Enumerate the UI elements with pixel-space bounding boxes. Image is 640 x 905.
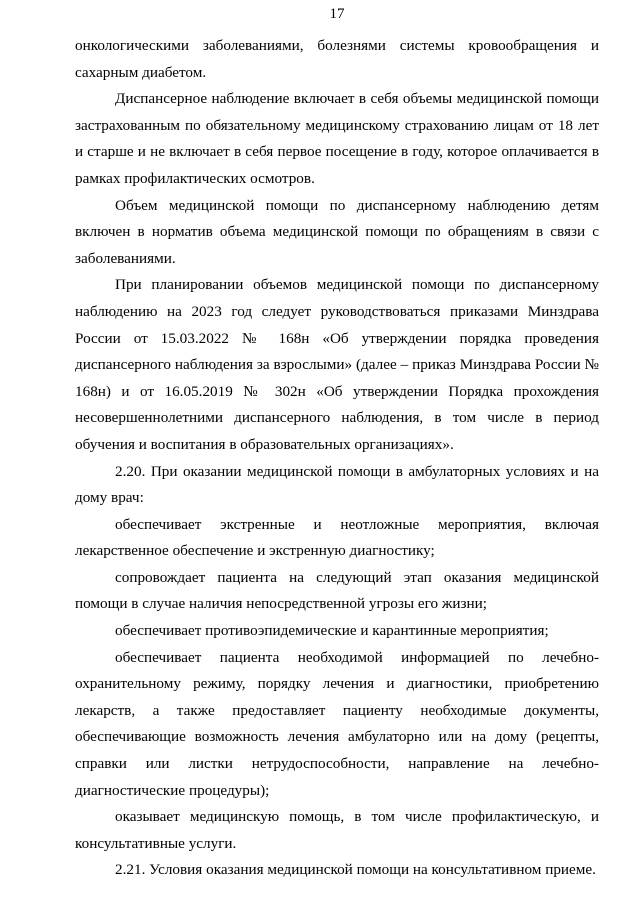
paragraph-section-2-21: 2.21. Условия оказания медицинской помощи на консультативном приеме. [115,861,596,879]
paragraph-children-volume: Объем медицинской помощи по диспансерному наблюдению детям включен в норматив объема медицинской помощи по обращениям в связи с заболеваниями. [75,196,599,267]
list-item-epidemic-measures: обеспечивает противоэпидемические и карантинные мероприятия; [115,622,549,640]
list-item-escort-patient: сопровождает пациента на следующий этап оказания медицинской помощи в случае наличия непосредственной угрозы его жизни; [75,568,599,613]
list-item-patient-information: обеспечивает пациента необходимой информацией по лечебно-охранительному режиму, порядку лечения и диагностики, приобретению лекарств, а также предоставляет пациенту необходимые документы, обеспечивающие возможность лечения амбулаторно или на дому (рецепты, справки или листки нетрудоспособности, направление на лечебно-диагностические процедуры); [75,648,599,799]
list-item-emergency-measures: обеспечивает экстренные и неотложные мероприятия, включая лекарственное обеспечение и экстренную диагностику; [75,515,599,560]
page-number: 17 [329,6,345,22]
paragraph-planning-orders: При планировании объемов медицинской помощи по диспансерному наблюдению на 2023 год следует руководствоваться приказами Минздрава России от 15.03.2022 № 168н «Об утверждении порядка проведения диспансерного наблюдения за взрослыми» (далее – приказ Минздрава России № 168н) и от 16.05.2019 № 302н «Об утверждении Порядка прохождения несовершеннолетними диспансерного наблюдения, в том числе в период обучения и воспитания в образовательных организациях». [75,276,599,453]
document-page [75,4,599,899]
paragraph-section-2-20: 2.20. При оказании медицинской помощи в амбулаторных условиях и на дому врач: [75,462,599,507]
list-item-consultative-services: оказывает медицинскую помощь, в том числе профилактическую, и консультативные услуги. [75,808,599,852]
paragraph-disease-list-end: онкологическими заболеваниями, болезнями системы кровообращения и сахарным диабетом. [75,37,599,81]
paragraph-dispensary-scope: Диспансерное наблюдение включает в себя объемы медицинской помощи застрахованным по обязательному медицинскому страхованию лицам от 18 лет и старше и не включает в себя первое посещение в году, которое оплачивается в рамках профилактических осмотров. [75,90,599,187]
